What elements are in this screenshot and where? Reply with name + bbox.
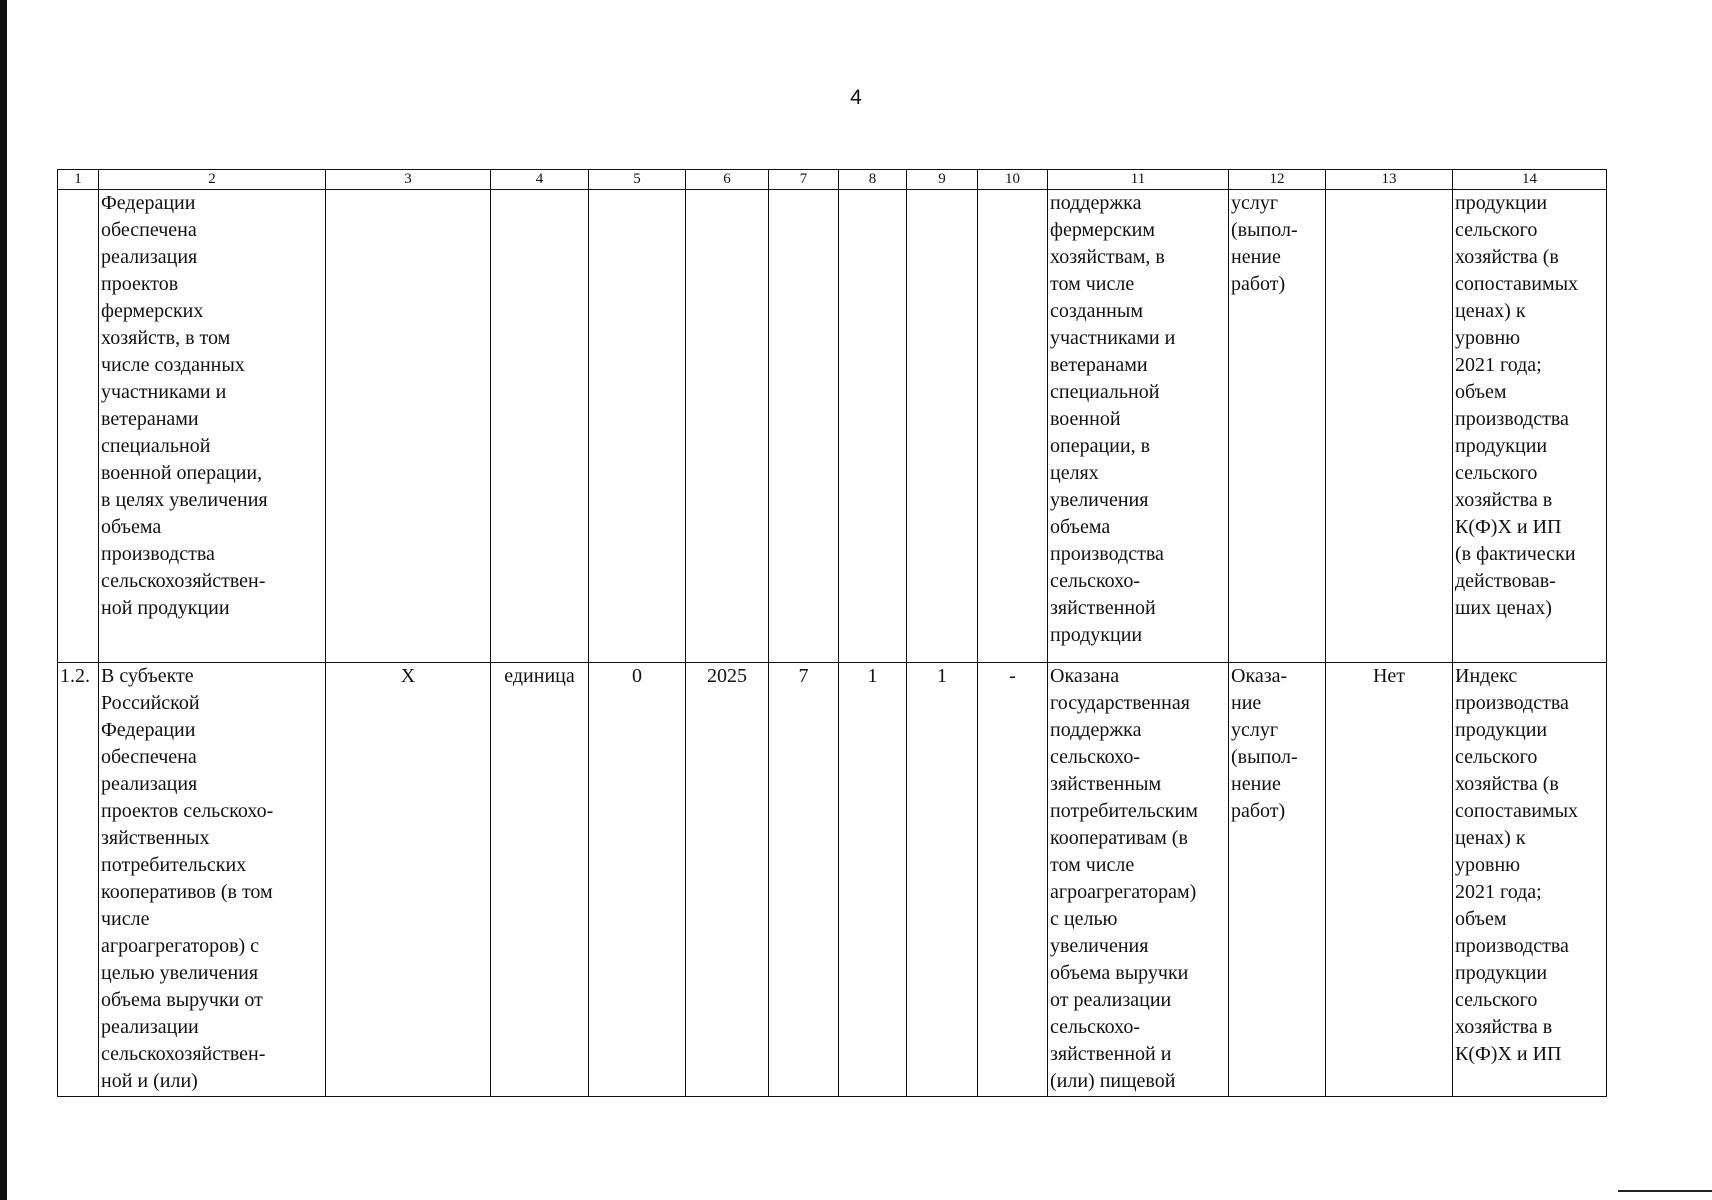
cell-type: Оказа- ние услуг (выпол- нение работ) bbox=[1229, 663, 1326, 1097]
column-number-row bbox=[58, 170, 1607, 190]
indicators-table bbox=[57, 169, 1607, 1097]
col-header-14: 14 bbox=[1453, 170, 1607, 190]
col-header-6: 6 bbox=[686, 170, 769, 190]
cell-col8 bbox=[839, 190, 907, 663]
cell-col13: Нет bbox=[1326, 663, 1453, 1097]
col-header-5: 5 bbox=[589, 170, 686, 190]
cell-indicator: продукции сельского хозяйства (в сопоставимых ценах) к уровню 2021 года; объем производства продукции сельского хозяйства в К(Ф)Х и ИП (в фактически действовав- ших ценах) bbox=[1453, 190, 1607, 663]
col-header-11: 11 bbox=[1048, 170, 1229, 190]
cell-col7 bbox=[769, 190, 839, 663]
cell-col13 bbox=[1326, 190, 1453, 663]
cell-unit bbox=[491, 190, 589, 663]
scan-corner-line bbox=[1618, 1190, 1712, 1192]
cell-col10: - bbox=[978, 663, 1048, 1097]
cell-col3: X bbox=[326, 663, 491, 1097]
cell-col10 bbox=[978, 190, 1048, 663]
cell-col7: 7 bbox=[769, 663, 839, 1097]
col-header-12: 12 bbox=[1229, 170, 1326, 190]
col-header-10: 10 bbox=[978, 170, 1048, 190]
cell-col3 bbox=[326, 190, 491, 663]
cell-col9: 1 bbox=[907, 663, 978, 1097]
col-header-9: 9 bbox=[907, 170, 978, 190]
scan-edge-bar bbox=[0, 0, 7, 1200]
col-header-2: 2 bbox=[99, 170, 326, 190]
table-row bbox=[58, 663, 1607, 1097]
col-header-8: 8 bbox=[839, 170, 907, 190]
cell-result-name: В субъекте Российской Федерации обеспечена реализация проектов сельскохо- зяйственных потребительских кооперативов (в том числе агроагрегаторов) с целью увеличения объема выручки от реализации сельскохозяйствен- ной и (или) bbox=[99, 663, 326, 1097]
cell-col8: 1 bbox=[839, 663, 907, 1097]
cell-number bbox=[58, 190, 99, 663]
cell-type: услуг (выпол- нение работ) bbox=[1229, 190, 1326, 663]
col-header-3: 3 bbox=[326, 170, 491, 190]
cell-characteristic: поддержка фермерским хозяйствам, в том числе созданным участниками и ветеранами специальной военной операции, в целях увеличения объема производства сельскохо- зяйственной продукции bbox=[1048, 190, 1229, 663]
page-number: 4 bbox=[850, 86, 862, 109]
cell-year bbox=[686, 190, 769, 663]
col-header-4: 4 bbox=[491, 170, 589, 190]
cell-result-name: Федерации обеспечена реализация проектов фермерских хозяйств, в том числе созданных участниками и ветеранами специальной военной операции, в целях увеличения объема производства сельскохозяйствен- ной продукции bbox=[99, 190, 326, 663]
cell-unit: единица bbox=[491, 663, 589, 1097]
cell-base-value: 0 bbox=[589, 663, 686, 1097]
cell-number: 1.2. bbox=[58, 663, 99, 1097]
col-header-13: 13 bbox=[1326, 170, 1453, 190]
cell-col9 bbox=[907, 190, 978, 663]
table-row bbox=[58, 190, 1607, 663]
cell-base-value bbox=[589, 190, 686, 663]
cell-year: 2025 bbox=[686, 663, 769, 1097]
cell-indicator: Индекс производства продукции сельского хозяйства (в сопоставимых ценах) к уровню 2021 года; объем производства продукции сельского хозяйства в К(Ф)Х и ИП bbox=[1453, 663, 1607, 1097]
cell-characteristic: Оказана государственная поддержка сельскохо- зяйственным потребительским кооперативам (в том числе агроагрегаторам) с целью увеличения объема выручки от реализации сельскохо- зяйственной и (или) пищевой bbox=[1048, 663, 1229, 1097]
col-header-1: 1 bbox=[58, 170, 99, 190]
col-header-7: 7 bbox=[769, 170, 839, 190]
